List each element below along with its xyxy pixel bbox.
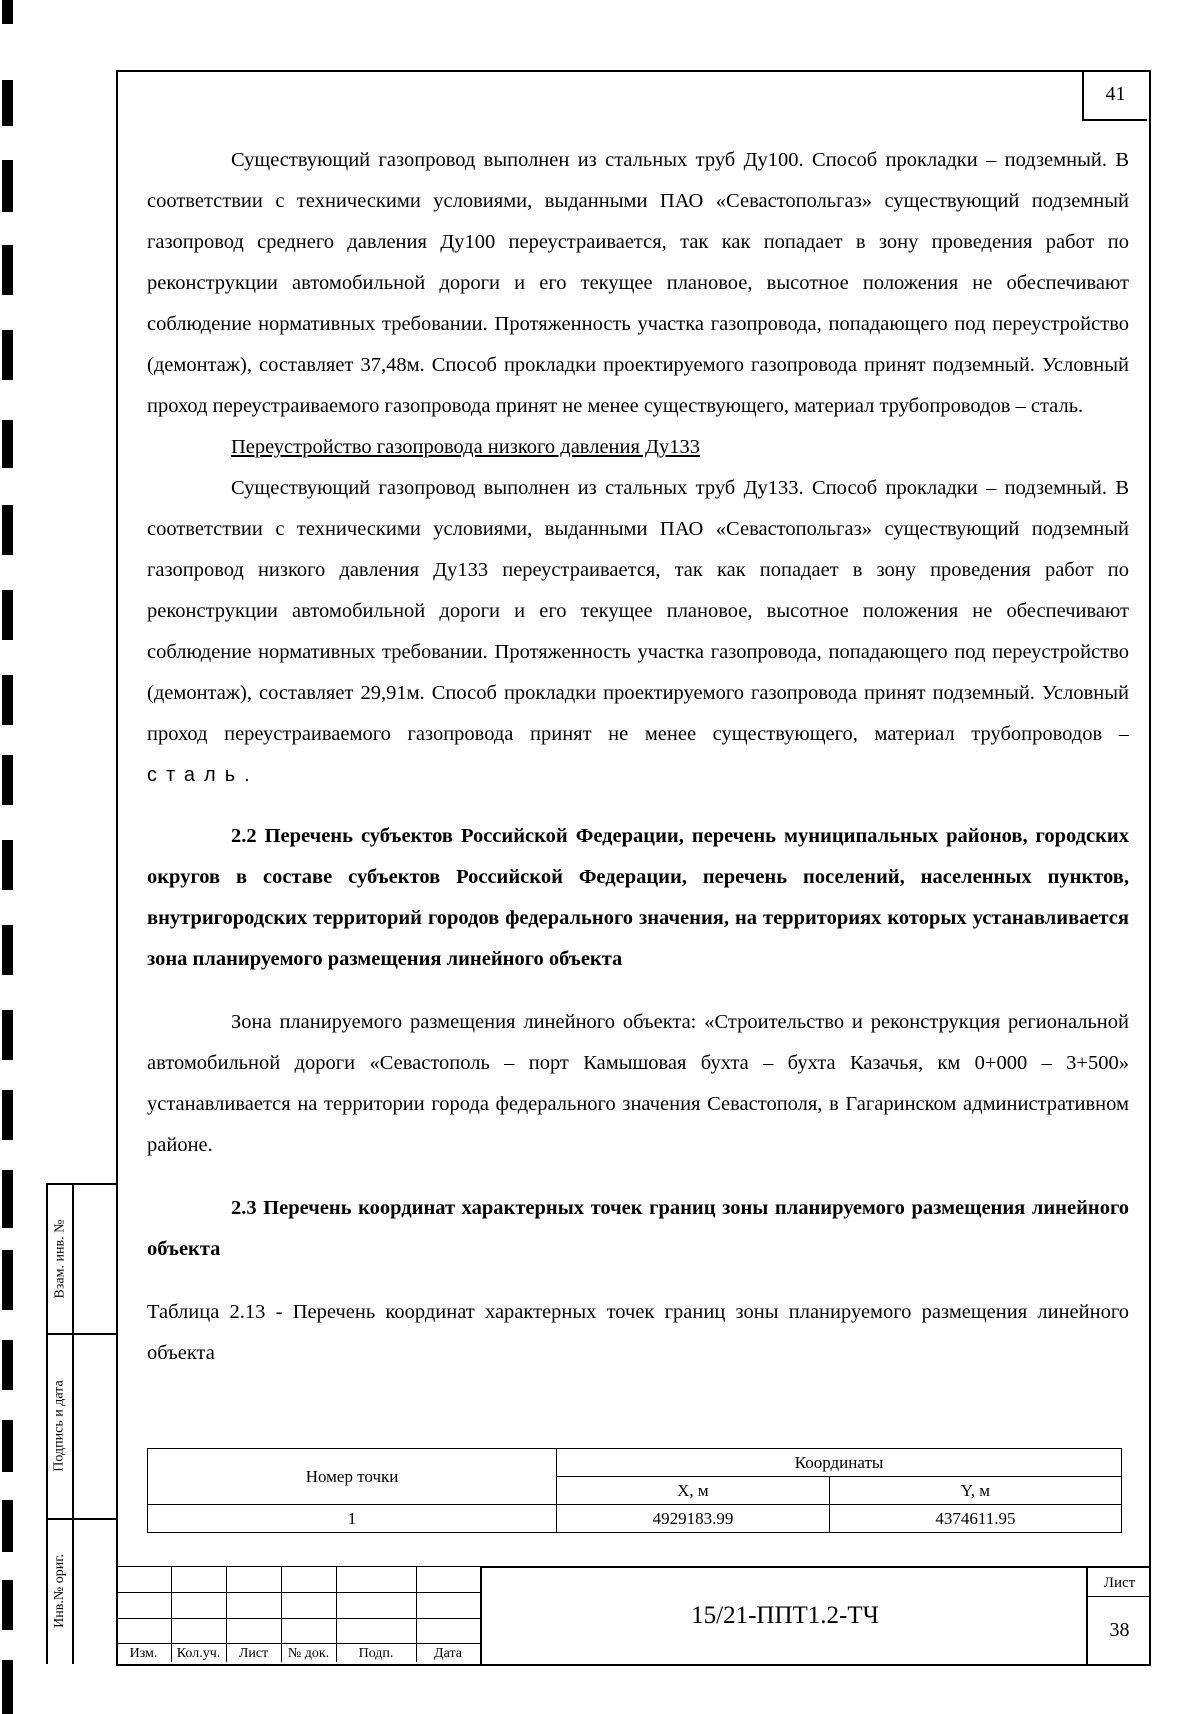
cell-point: 1 — [148, 1505, 557, 1533]
binder-margin — [0, 0, 14, 1714]
paragraph-zone: Зона планируемого размещения линейного объекта: «Строительство и реконструкция региональной автомобильной дороги «Севастополь – порт Камышовая бухта – бухта Казачья, км 0+000 – 3+500» устанавливается на территории города федерального значения Севастополя, в Гагаринском административном районе. — [147, 1011, 1129, 1156]
page-number-top: 41 — [1082, 70, 1147, 121]
sheet-label: Лист — [1088, 1568, 1151, 1597]
cell-x: 4929183.99 — [557, 1505, 830, 1533]
label-vzam: Взам. инв. № — [52, 1219, 67, 1299]
table-caption: Таблица 2.13 - Перечень координат характерных точек границ зоны планируемого размещения линейного объекта — [147, 1301, 1129, 1364]
section-heading-2-2: 2.2 Перечень субъектов Российской Федерации, перечень муниципальных районов, городских округов в составе субъектов Российской Федерации, перечень поселений, населенных пунктов, внутригородских территорий городов федерального значения, на территориях которых устанавливается зона планируемого размещения линейного объекта — [147, 825, 1129, 970]
paragraph-du133-text: Существующий газопровод выполнен из стальных труб Ду133. Способ прокладки – подземный. В соответствии с техническими условиями, выданными ПАО «Севастопольгаз» существующий подземный газопровод низкого давления Ду133 переустраивается, так как попадает в зону проведения работ по реконструкции автомобильной дороги и его текущее плановое, высотное положения не обеспечивают соблюдение нормативных требовании. Протяженность участка газопровода, попадающего под переустройство (демонтаж), составляет 29,91м. Способ прокладки проектируемого газопровода принят подземный. Условный проход переустраиваемого газопровода принят не менее существующего, материал трубопроводов – — [147, 477, 1129, 745]
label-podp: Подп. — [358, 1646, 394, 1661]
label-podpis: Подпись и дата — [52, 1379, 68, 1472]
side-stamp — [46, 1183, 118, 1664]
label-kol: Кол.уч. — [176, 1646, 221, 1661]
header-coordinates: Координаты — [557, 1449, 1122, 1477]
coordinates-table — [147, 1448, 1122, 1533]
header-point-number: Номер точки — [148, 1449, 557, 1505]
header-y: Y, м — [829, 1477, 1121, 1505]
label-data: Дата — [434, 1646, 462, 1661]
label-ndok: № док. — [287, 1646, 330, 1661]
label-list: Лист — [238, 1646, 269, 1661]
document-code: 15/21-ППТ1.2-ТЧ — [480, 1566, 1088, 1664]
sheet-box — [1086, 1566, 1151, 1664]
sheet-number: 38 — [1109, 1619, 1130, 1641]
subheading-du133 — [147, 427, 1129, 468]
cell-y: 4374611.95 — [829, 1505, 1121, 1533]
section-heading-2-3: 2.3 Перечень координат характерных точек границ зоны планируемого размещения линейного объекта — [147, 1197, 1129, 1260]
table-row — [148, 1505, 1122, 1533]
title-block — [116, 1566, 1149, 1662]
document-body — [147, 140, 1129, 1374]
paragraph-du133-tail: сталь. — [147, 764, 259, 786]
header-x: X, м — [557, 1477, 830, 1505]
label-izm: Изм. — [129, 1646, 158, 1661]
label-inv: Инв.№ ориг. — [52, 1554, 68, 1628]
subheading-text: Переустройство газопровода низкого давления Ду133 — [231, 436, 701, 458]
paragraph-gas-du133 — [147, 468, 1129, 796]
paragraph-gas-du100: Существующий газопровод выполнен из стальных труб Ду100. Способ прокладки – подземный. В соответствии с техническими условиями, выданными ПАО «Севастопольгаз» существующий подземный газопровод среднего давления Ду100 переустраивается, так как попадает в зону проведения работ по реконструкции автомобильной дороги и его текущее плановое, высотное положения не обеспечивают соблюдение нормативных требовании. Протяженность участка газопровода, попадающего под переустройство (демонтаж), составляет 37,48м. Способ прокладки проектируемого газопровода принят подземный. Условный проход переустраиваемого газопровода принят не менее существующего, материал трубопроводов – сталь. — [147, 149, 1129, 417]
